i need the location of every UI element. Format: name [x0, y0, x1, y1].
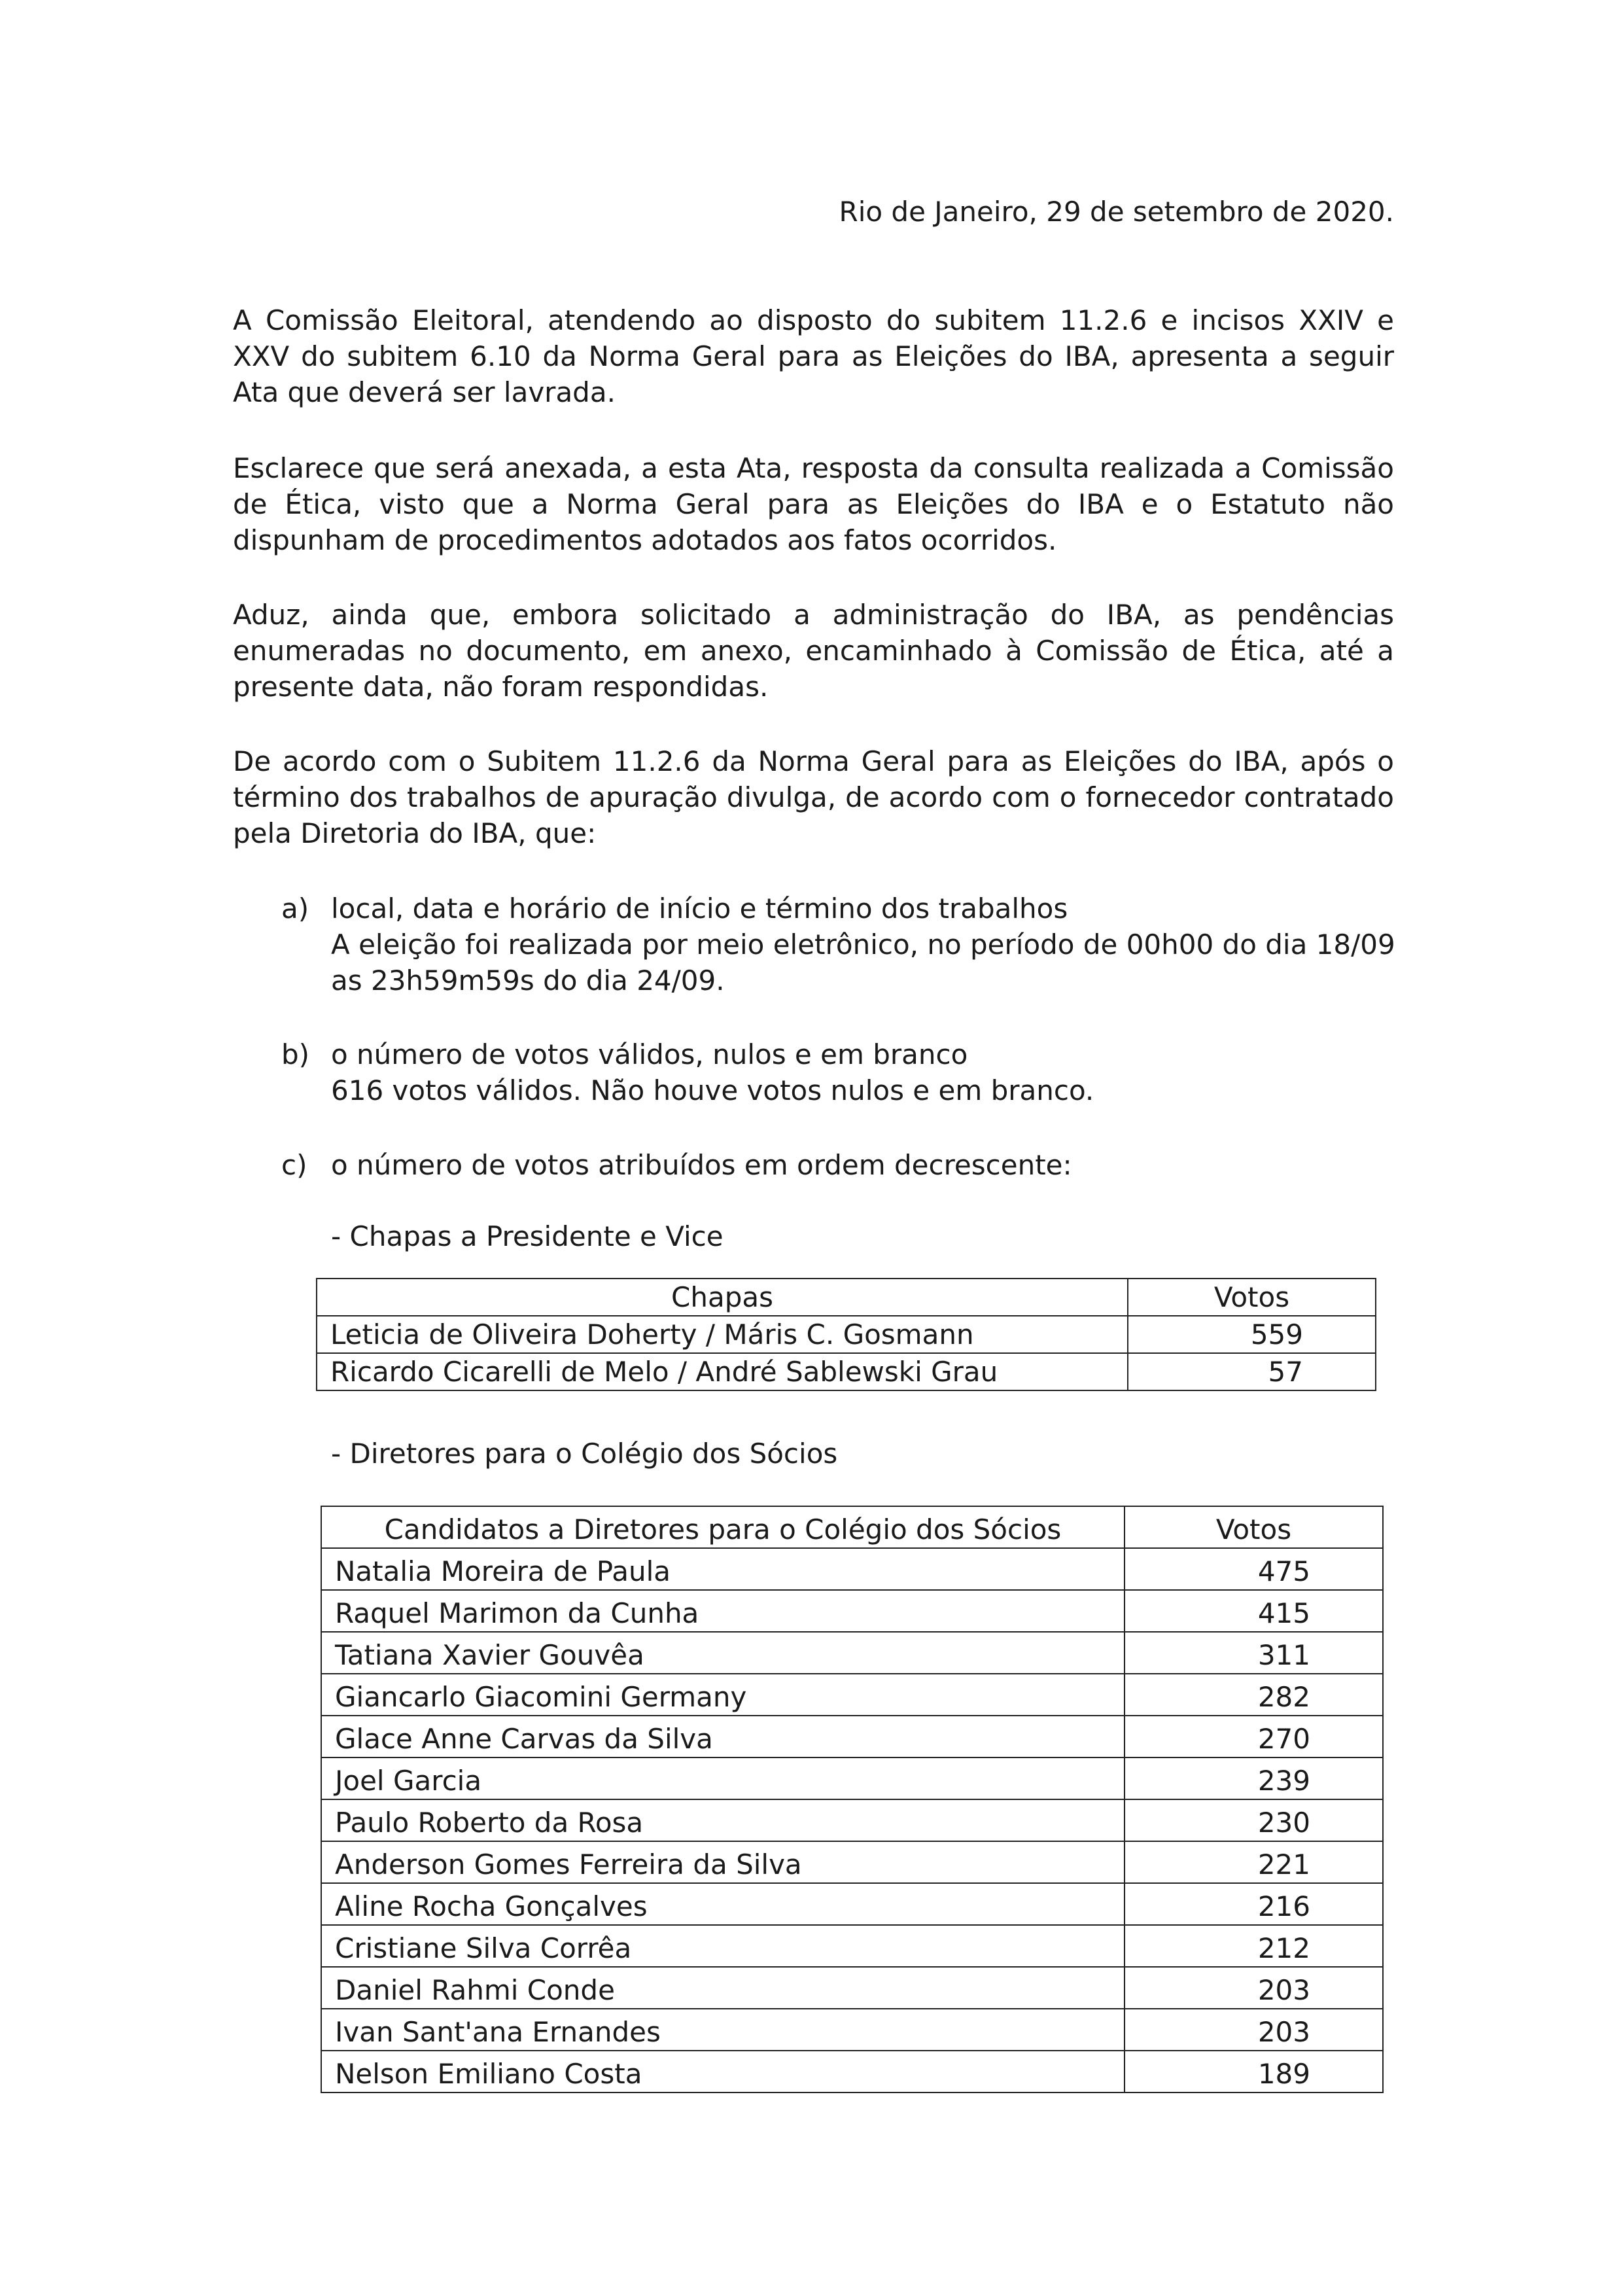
candidate-name: Natalia Moreira de Paula: [321, 1548, 1125, 1590]
item-a-line1: A eleição foi realizada por meio eletrônico, no período de 00h00 do dia 18/09: [331, 928, 1395, 961]
candidate-name: Paulo Roberto da Rosa: [321, 1799, 1125, 1841]
table-header-row: [317, 1279, 1376, 1316]
header-votos: Votos: [1125, 1506, 1383, 1548]
candidate-votes: 475: [1125, 1548, 1383, 1590]
item-a-title: local, data e horário de início e término dos trabalhos: [331, 892, 1068, 925]
table-row: [321, 1799, 1383, 1841]
candidate-votes: 270: [1125, 1716, 1383, 1757]
table-row: [321, 1757, 1383, 1799]
candidate-name: Aline Rocha Gonçalves: [321, 1883, 1125, 1925]
chapa-votes: 57: [1128, 1353, 1376, 1390]
paragraph-pending: Aduz, ainda que, embora solicitado a administração do IBA, as pendências enumeradas no documento, em anexo, encaminhado à Comissão de Ética, até a presente data, não foram respondidas.: [233, 599, 1394, 703]
candidate-name: Nelson Emiliano Costa: [321, 2051, 1125, 2093]
diretores-table: [321, 1506, 1384, 2093]
candidate-name: Anderson Gomes Ferreira da Silva: [321, 1841, 1125, 1883]
table-row: [321, 1883, 1383, 1925]
candidate-votes: 203: [1125, 2009, 1383, 2051]
item-a-letter: a): [281, 892, 309, 925]
table-row: [317, 1353, 1376, 1390]
candidate-votes: 189: [1125, 2051, 1383, 2093]
paragraph-intro: A Comissão Eleitoral, atendendo ao disposto do subitem 11.2.6 e incisos XXIV e XXV do subitem 6.10 da Norma Geral para as Eleições do IBA, apresenta a seguir Ata que deverá ser lavrada.: [233, 304, 1394, 408]
item-b-line1: 616 votos válidos. Não houve votos nulos e em branco.: [331, 1074, 1094, 1106]
table-row: [321, 1548, 1383, 1590]
section1-heading: - Chapas a Presidente e Vice: [331, 1220, 724, 1252]
table-row: [321, 1590, 1383, 1632]
candidate-name: Giancarlo Giacomini Germany: [321, 1674, 1125, 1716]
table-row: [321, 1716, 1383, 1757]
candidate-name: Glace Anne Carvas da Silva: [321, 1716, 1125, 1757]
candidate-name: Raquel Marimon da Cunha: [321, 1590, 1125, 1632]
table-row: [321, 1925, 1383, 1967]
candidate-votes: 221: [1125, 1841, 1383, 1883]
table-header-row: [321, 1506, 1383, 1548]
chapa-name: Leticia de Oliveira Doherty / Máris C. Gosmann: [317, 1316, 1128, 1353]
candidate-votes: 282: [1125, 1674, 1383, 1716]
table-row: [321, 1841, 1383, 1883]
table-row: [317, 1316, 1376, 1353]
candidate-name: Daniel Rahmi Conde: [321, 1967, 1125, 2009]
table-row: [321, 1632, 1383, 1674]
paragraph-results: De acordo com o Subitem 11.2.6 da Norma Geral para as Eleições do IBA, após o término dos trabalhos de apuração divulga, de acordo com o fornecedor contratado pela Diretoria do IBA, que:: [233, 745, 1394, 849]
date-line: Rio de Janeiro, 29 de setembro de 2020.: [839, 196, 1394, 228]
candidate-name: Ivan Sant'ana Ernandes: [321, 2009, 1125, 2051]
item-b-title: o número de votos válidos, nulos e em branco: [331, 1038, 968, 1070]
candidate-votes: 311: [1125, 1632, 1383, 1674]
item-b-letter: b): [281, 1038, 310, 1070]
table-row: [321, 2009, 1383, 2051]
candidate-votes: 239: [1125, 1757, 1383, 1799]
header-chapas: Chapas: [317, 1279, 1128, 1316]
chapa-name: Ricardo Cicarelli de Melo / André Sablewski Grau: [317, 1353, 1128, 1390]
header-candidatos: Candidatos a Diretores para o Colégio dos Sócios: [321, 1506, 1125, 1548]
table-row: [321, 1967, 1383, 2009]
table-row: [321, 1674, 1383, 1716]
chapas-table: [316, 1278, 1376, 1391]
item-a-line2: as 23h59m59s do dia 24/09.: [331, 964, 725, 997]
candidate-votes: 415: [1125, 1590, 1383, 1632]
candidate-votes: 212: [1125, 1925, 1383, 1967]
table-row: [321, 2051, 1383, 2093]
paragraph-annex: Esclarece que será anexada, a esta Ata, resposta da consulta realizada a Comissão de Ética, visto que a Norma Geral para as Eleições do IBA e o Estatuto não dispunham de procedimentos adotados aos fatos ocorridos.: [233, 452, 1394, 556]
candidate-name: Tatiana Xavier Gouvêa: [321, 1632, 1125, 1674]
candidate-votes: 216: [1125, 1883, 1383, 1925]
candidate-name: Joel Garcia: [321, 1757, 1125, 1799]
candidate-name: Cristiane Silva Corrêa: [321, 1925, 1125, 1967]
item-c-letter: c): [281, 1149, 307, 1181]
candidate-votes: 203: [1125, 1967, 1383, 2009]
candidate-votes: 230: [1125, 1799, 1383, 1841]
item-c-title: o número de votos atribuídos em ordem decrescente:: [331, 1149, 1072, 1181]
header-votos: Votos: [1128, 1279, 1376, 1316]
section2-heading: - Diretores para o Colégio dos Sócios: [331, 1438, 838, 1470]
chapa-votes: 559: [1128, 1316, 1376, 1353]
